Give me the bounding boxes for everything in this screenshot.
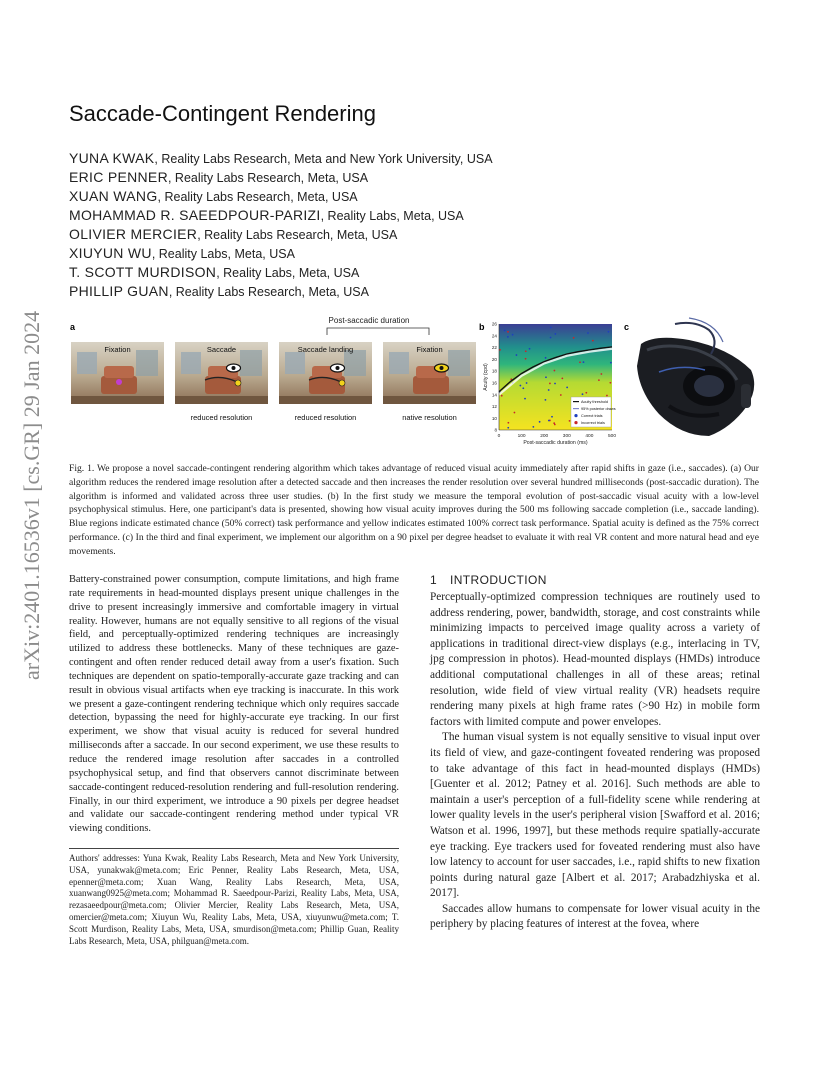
frame-title: Fixation: [104, 345, 131, 354]
trial-point: [573, 337, 575, 339]
x-axis-label: Post-saccadic duration (ms): [523, 440, 588, 446]
render-frame: [383, 342, 476, 422]
y-tick-label: 20: [491, 356, 497, 362]
legend-entry: 95% posterior draws: [581, 407, 616, 411]
trial-point: [501, 395, 503, 397]
legend-entry: Acuity threshold: [581, 400, 609, 404]
paper-title: Saccade-Contingent Rendering: [69, 101, 376, 126]
panel-a-frames: [71, 342, 476, 422]
author-name: ERIC PENNER: [69, 169, 168, 185]
trial-point: [525, 350, 527, 352]
frame-caption: reduced resolution: [190, 413, 253, 422]
author-affiliation: , Reality Labs, Meta, USA: [216, 266, 360, 280]
author-affiliation: , Reality Labs Research, Meta, USA: [168, 285, 369, 299]
author-affiliation: , Reality Labs Research, Meta, USA: [167, 171, 369, 185]
trial-point: [525, 358, 527, 360]
author-entry: [69, 206, 769, 225]
y-tick-label: 16: [491, 380, 497, 386]
trial-point: [529, 348, 531, 350]
post-saccadic-label: Post-saccadic duration: [328, 316, 410, 325]
arxiv-side-stamp: [12, 290, 48, 680]
trial-point: [526, 382, 528, 384]
trial-point: [524, 398, 526, 400]
trial-point: [549, 383, 551, 385]
author-list: [69, 149, 769, 301]
trial-point: [507, 331, 509, 333]
trial-point: [585, 392, 587, 394]
trial-point: [545, 357, 547, 359]
trial-point: [560, 394, 562, 396]
trial-point: [512, 334, 514, 336]
trial-point: [550, 327, 552, 329]
trial-point: [554, 370, 556, 372]
author-affiliation: , Reality Labs Research, Meta and New York University, USA: [154, 152, 493, 166]
figure-1: [69, 310, 769, 460]
author-name: XIUYUN WU: [69, 245, 152, 261]
y-tick-label: 18: [491, 368, 497, 374]
trial-point: [600, 373, 602, 375]
acuity-chart: [483, 322, 616, 446]
trial-point: [516, 354, 518, 356]
trial-point: [608, 331, 610, 333]
trial-point: [609, 382, 611, 384]
render-frame: [279, 342, 372, 422]
trial-point: [582, 393, 584, 395]
headset-image: [637, 318, 754, 436]
panel-c-label: c: [624, 322, 630, 332]
frame-caption: native resolution: [402, 413, 457, 422]
trial-point: [583, 361, 585, 363]
frame-title: Saccade: [206, 345, 237, 354]
author-entry: [69, 149, 769, 168]
author-affiliation: , Reality Labs, Meta, USA: [320, 209, 464, 223]
trial-point: [507, 422, 509, 424]
trial-point: [592, 340, 594, 342]
author-affiliation: , Reality Labs Research, Meta, USA: [157, 190, 358, 204]
y-tick-label: 8: [494, 427, 497, 433]
trial-point: [522, 387, 524, 389]
trial-point: [553, 422, 555, 424]
trial-point: [598, 379, 600, 381]
author-entry: [69, 244, 769, 263]
trial-point: [551, 416, 553, 418]
trial-point: [539, 421, 541, 423]
author-entry: [69, 263, 769, 282]
trial-point: [548, 389, 550, 391]
section-number: 1: [430, 573, 438, 587]
frame-title: Fixation: [416, 345, 443, 354]
y-tick-label: 12: [491, 404, 497, 410]
footnote-rule: [69, 848, 399, 849]
x-tick-label: 300: [562, 434, 571, 439]
trial-point: [561, 377, 563, 379]
trial-point: [545, 376, 547, 378]
trial-point: [566, 387, 568, 389]
render-frame: [175, 342, 268, 422]
trial-point: [514, 412, 516, 414]
trial-point: [507, 336, 509, 338]
author-name: YUNA KWAK: [69, 150, 155, 166]
figure-caption: Fig. 1. We propose a novel saccade-contingent rendering algorithm which takes advantage of reduced visual acuity immediately after rapid shifts in gaze (i.e., saccades). (a) Our algorithm reduces the rendered image resolution after a detected saccade and then increases the render resolution over several hundred milliseconds (post-saccadic duration). The algorithm is informed and validated across three user studies. (b) In the first study we measure the temporal evolution of post-saccadic visual acuity with a low-level psychophysical stimulus. Here, one participant's data is presented, showing how visual acuity improves during the 500 ms following saccade completion (i.e., saccade landing). Blue regions indicate estimated chance (50% correct) task performance and yellow indicates estimated 100% correct task performance. Spatial acuity is defined as the 75% correct performance. (c) In the third and final experiment, we implement our algorithm on a 90 pixel per degree headset to evaluate it with real VR content and more natural head and eye movements.: [69, 463, 759, 557]
author-name: MOHAMMAD R. SAEEDPOUR-PARIZI: [69, 207, 321, 223]
y-tick-label: 14: [491, 392, 497, 398]
trial-point: [587, 332, 589, 334]
trial-point: [554, 333, 556, 335]
section-heading: [430, 573, 547, 587]
trial-point: [579, 361, 581, 363]
render-frame: [71, 342, 164, 404]
section-title: INTRODUCTION: [450, 573, 547, 587]
trial-point: [532, 426, 534, 428]
trial-point: [548, 420, 550, 422]
author-name: XUAN WANG: [69, 188, 158, 204]
panel-b-label: b: [479, 322, 485, 332]
intro-paragraph: Perceptually-optimized compression techniques are routinely used to address rendering, power, bandwidth, storage, and cost constraints while minimizing impacts to perceived image quality across a variety of applications in traditional direct-view displays (e.g., interlacing in TV, jpg compression in photos). Head-mounted displays (HMDs) introduce additional computational challenges in all of these areas; retinal resolution, wide field of view virtual reality (VR) headsets require rendering many pixels at high frame rates (>90 Hz) in mobile form factors with limited compute and power envelopes.: [430, 591, 760, 728]
author-name: T. SCOTT MURDISON: [69, 264, 217, 280]
trial-point: [610, 362, 612, 364]
author-entry: [69, 225, 769, 244]
abstract: Battery-constrained power consumption, compute limitations, and high frame rate requirements in head-mounted displays present unique challenges in the drive to present increasingly immersive and comfortable imagery in virtual reality. However, humans are not equally sensitive to all regions of the visual field, and perceptually-optimized rendering techniques are increasingly utilized to address these bottlenecks. Many of these techniques are gaze-contingent and often render reduced detail away from a user's fixation. Such techniques are dependent on spatio-temporally-accurate gaze tracking and can result in obvious visual artifacts when eye tracking is inaccurate. In this work we present a gaze-contingent rendering technique which only requires saccade detection, bypassing the need for highly-accurate eye tracking. In our first experiment, we show that visual acuity is reduced for several hundred milliseconds after a saccade. In our second experiment, we use these results to reduce the rendered image resolution after saccades in a controlled psychophysical setup, and find that observers cannot discriminate between saccade-contingent reduced-resolution rendering and full-resolution rendering. Finally, in our third experiment, we introduce a 90 pixels per degree headset and validate our saccade-contingent rendering method under typical VR viewing conditions.: [69, 574, 399, 835]
trial-point: [499, 349, 501, 351]
trial-point: [504, 330, 506, 332]
legend-entry: Incorrect trials: [581, 421, 605, 425]
trial-point: [550, 337, 552, 339]
post-saccadic-bracket: [327, 316, 429, 335]
trial-point: [554, 383, 556, 385]
frame-caption: reduced resolution: [294, 413, 357, 422]
fixation-target: [116, 379, 122, 385]
y-tick-label: 24: [491, 333, 497, 339]
trial-point: [545, 399, 547, 401]
intro-paragraph: Saccades allow humans to compensate for lower visual acuity in the periphery by placing features of interest at the fovea, where: [430, 902, 760, 931]
author-name: OLIVIER MERCIER: [69, 226, 198, 242]
x-tick-label: 500: [607, 434, 617, 439]
author-addresses-footnote: Authors' addresses: Yuna Kwak, Reality Labs Research, Meta and New York University, USA, yunakwak@meta.com; Eric Penner, Reality Labs Research, Meta, USA, epenner@meta.com; Xuan Wang, Reality Labs Research, Meta, USA, xuanwang0925@meta.com; Mohammad R. Saeedpour-Parizi, Reality Labs, Meta, USA, rezasaeedpour@meta.com; Olivier Mercier, Reality Labs Research, Meta, USA, omercier@meta.com; Xiuyun Wu, Reality Labs, Meta, USA, xiuyunwu@meta.com; T. Scott Murdison, Reality Labs, Meta, USA, smurdison@meta.com; Phillip Guan, Reality Labs Research, Meta, USA, philguan@meta.com.: [69, 853, 399, 946]
frame-title: Saccade landing: [297, 345, 354, 354]
x-tick-label: 400: [585, 434, 594, 439]
intro-paragraph: The human visual system is not equally sensitive to visual input over its field of view, and gaze-contingent foveated rendering was proposed to take advantage of this fact in head-mounted displays (HMDs) [Guenter et al. 2012; Patney et al. 2016]. Such methods are able to maintain a user's perception of a full-fidelity scene while rendering at lower quality levels in the user's peripheral vision [Swafford et al. 2016; Watson et al. 1996, 1997], but these methods require spatially-accurate eye tracking. Eye trackers used for foveated rendering must also have low latency to account for user saccades, i.e., rapid shifts to new fixation points during natural gaze [Albert et al. 2017; Arabadzhiyska et al. 2017].: [430, 731, 760, 900]
y-tick-label: 10: [491, 415, 497, 421]
x-tick-label: 200: [540, 434, 549, 439]
author-name: PHILLIP GUAN: [69, 283, 169, 299]
author-entry: [69, 282, 769, 301]
x-tick-label: 100: [517, 434, 526, 439]
introduction-body: [430, 590, 760, 933]
x-tick-label: 0: [497, 434, 501, 439]
trial-point: [569, 420, 571, 422]
author-entry: [69, 168, 769, 187]
author-affiliation: , Reality Labs, Meta, USA: [151, 247, 295, 261]
author-affiliation: , Reality Labs Research, Meta, USA: [197, 228, 398, 242]
author-entry: [69, 187, 769, 206]
legend-entry: Correct trials: [581, 414, 603, 418]
arxiv-id: arXiv:2401.16536v1 [cs.GR] 29 Jan 2024: [19, 310, 44, 680]
panel-a-label: a: [70, 322, 76, 332]
y-axis-label: Acuity (cpd): [483, 363, 489, 391]
trial-point: [519, 385, 521, 387]
trial-point: [507, 427, 509, 429]
y-tick-label: 26: [491, 321, 497, 327]
trial-point: [606, 395, 608, 397]
y-tick-label: 22: [491, 345, 497, 351]
